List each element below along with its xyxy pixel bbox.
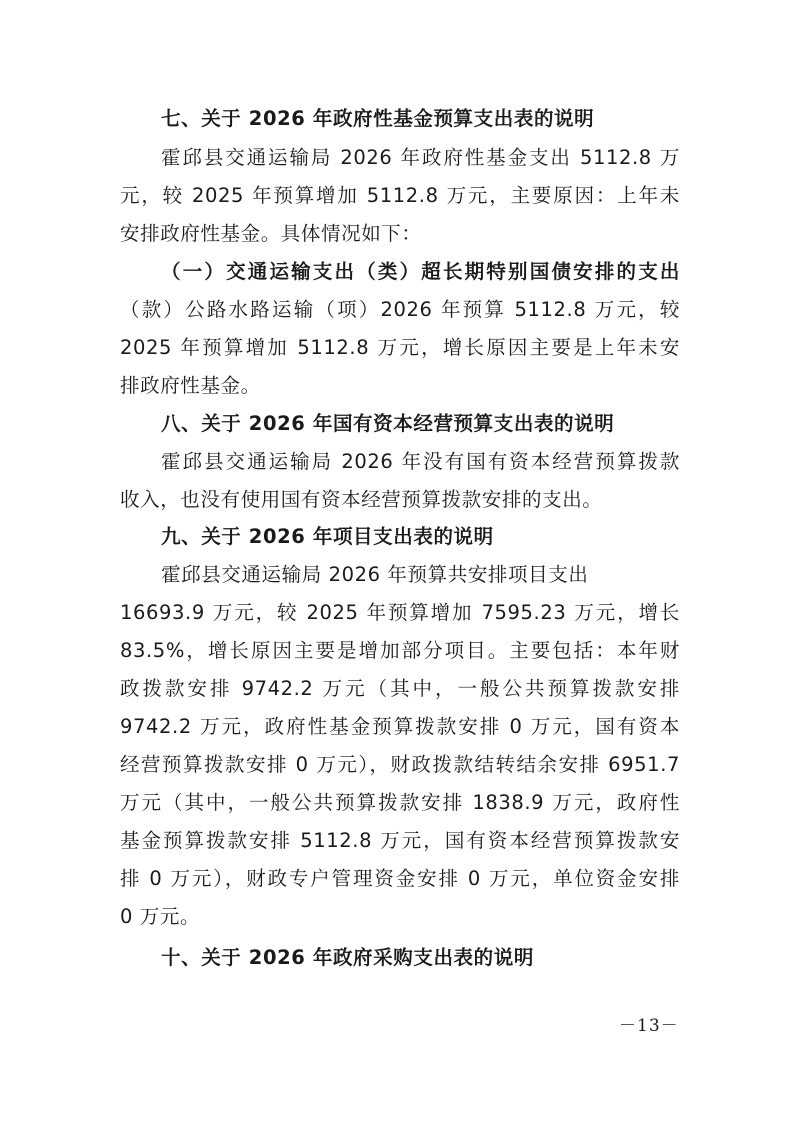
section-9-paragraph-line-6: 经营预算拨款安排 0 万元），财政拨款结转结余安排 6951.7 xyxy=(120,753,680,776)
section-7-sub-line-1: （一）交通运输支出（类）超长期特别国债安排的支出 xyxy=(161,260,680,283)
section-7-paragraph-line-2: 元，较 2025 年预算增加 5112.8 万元，主要原因：上年未 xyxy=(120,184,680,207)
section-7-sub-line-4: 排政府性基金。 xyxy=(120,374,261,397)
section-7-sub-line-2: （款）公路水路运输（项）2026 年预算 5112.8 万元，较 xyxy=(120,298,680,321)
page-number: －13－ xyxy=(619,1016,679,1036)
section-9-paragraph-line-10: 0 万元。 xyxy=(120,905,201,928)
section-9-paragraph-line-5: 9742.2 万元，政府性基金预算拨款安排 0 万元，国有资本 xyxy=(120,715,680,738)
section-10-heading: 十、关于 2026 年政府采购支出表的说明 xyxy=(161,946,534,969)
section-9-paragraph-line-3: 83.5%，增长原因主要是增加部分项目。主要包括：本年财 xyxy=(120,639,680,662)
section-9-heading: 九、关于 2026 年项目支出表的说明 xyxy=(161,525,494,548)
section-9-paragraph-line-2: 16693.9 万元，较 2025 年预算增加 7595.23 万元，增长 xyxy=(120,601,680,624)
section-9-paragraph-line-7: 万元（其中，一般公共预算拨款安排 1838.9 万元，政府性 xyxy=(120,791,680,814)
section-7-sub-line-3: 2025 年预算增加 5112.8 万元，增长原因主要是上年未安 xyxy=(120,336,680,359)
section-8-paragraph-line-2: 收入，也没有使用国有资本经营预算拨款安排的支出。 xyxy=(120,488,603,511)
section-8-paragraph-line-1: 霍邱县交通运输局 2026 年没有国有资本经营预算拨款 xyxy=(161,450,680,473)
section-7-paragraph-line-3: 安排政府性基金。具体情况如下： xyxy=(120,222,422,245)
section-8-heading: 八、关于 2026 年国有资本经营预算支出表的说明 xyxy=(161,412,615,435)
section-9-paragraph-line-8: 基金预算拨款安排 5112.8 万元，国有资本经营预算拨款安 xyxy=(120,829,680,852)
section-9-paragraph-line-9: 排 0 万元），财政专户管理资金安排 0 万元，单位资金安排 xyxy=(120,867,680,890)
section-9-paragraph-line-1: 霍邱县交通运输局 2026 年预算共安排项目支出 xyxy=(161,563,589,586)
section-9-paragraph-line-4: 政拨款安排 9742.2 万元（其中，一般公共预算拨款安排 xyxy=(120,677,680,700)
section-7-heading: 七、关于 2026 年政府性基金预算支出表的说明 xyxy=(161,107,595,130)
section-7-paragraph-line-1: 霍邱县交通运输局 2026 年政府性基金支出 5112.8 万 xyxy=(161,146,680,169)
